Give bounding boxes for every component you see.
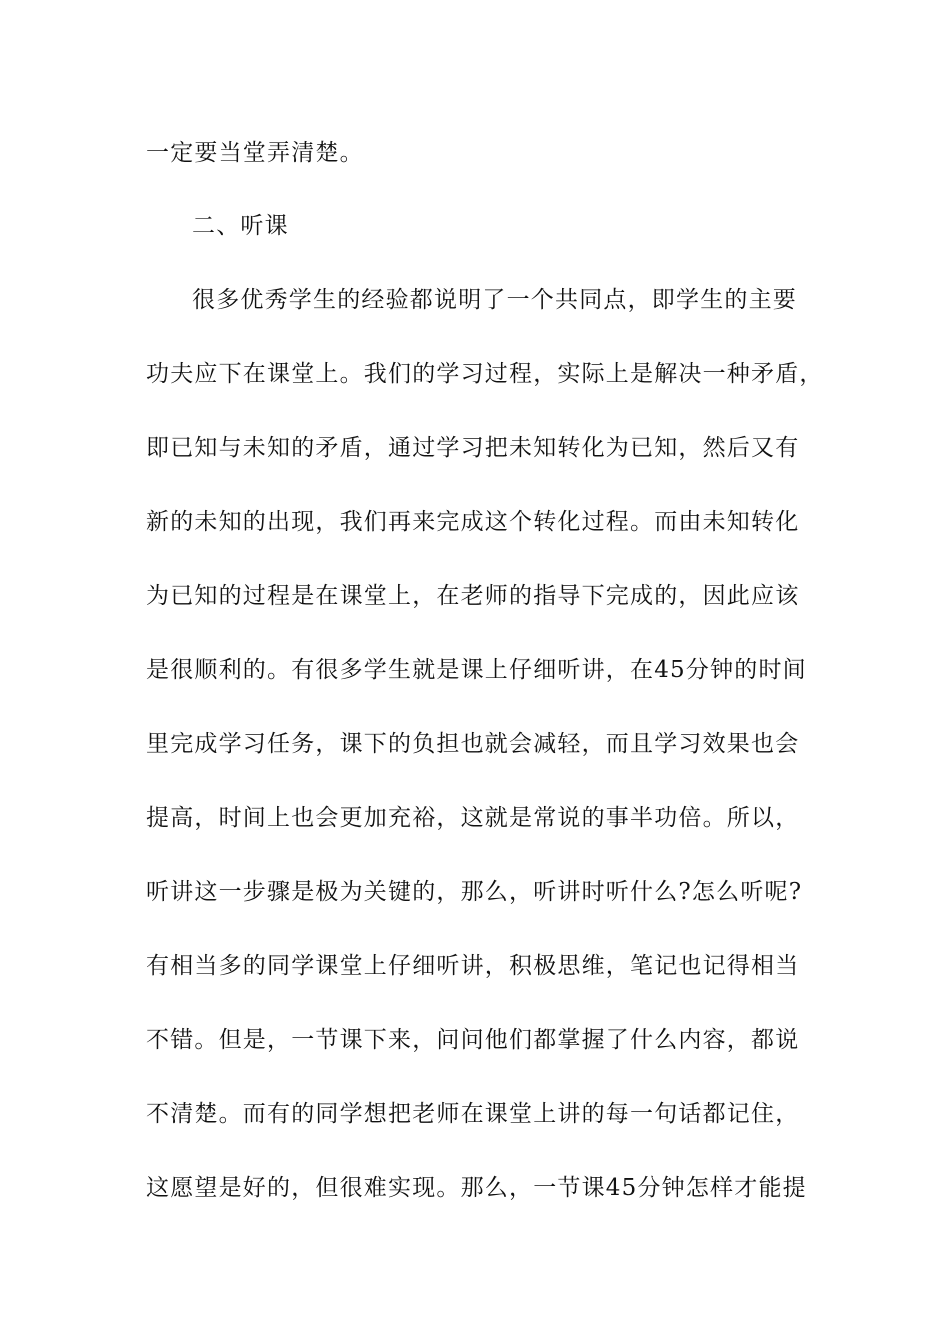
paragraph-line: 这愿望是好的，但很难实现。那么，一节课45分钟怎样才能提 bbox=[146, 1175, 807, 1201]
paragraph-line: 听讲这一步骤是极为关键的，那么，听讲时听什么?怎么听呢? bbox=[146, 879, 803, 905]
paragraph-line: 里完成学习任务，课下的负担也就会减轻，而且学习效果也会 bbox=[146, 731, 800, 757]
paragraph-line: 即已知与未知的矛盾，通过学习把未知转化为已知，然后又有 bbox=[146, 435, 800, 461]
section-heading: 二、听课 bbox=[192, 213, 289, 239]
paragraph-line: 有相当多的同学课堂上仔细听讲，积极思维，笔记也记得相当 bbox=[146, 953, 800, 979]
paragraph-line: 不错。但是，一节课下来，问问他们都掌握了什么内容，都说 bbox=[146, 1027, 800, 1053]
paragraph-line: 很多优秀学生的经验都说明了一个共同点，即学生的主要 bbox=[192, 287, 797, 313]
paragraph-line: 功夫应下在课堂上。我们的学习过程，实际上是解决一种矛盾， bbox=[146, 361, 824, 387]
paragraph-line: 提高，时间上也会更加充裕，这就是常说的事半功倍。所以， bbox=[146, 805, 800, 831]
paragraph-line: 不清楚。而有的同学想把老师在课堂上讲的每一句话都记住， bbox=[146, 1101, 800, 1127]
paragraph-line: 一定要当堂弄清楚。 bbox=[146, 140, 364, 166]
paragraph-line: 为已知的过程是在课堂上，在老师的指导下完成的，因此应该 bbox=[146, 583, 800, 609]
paragraph-line: 是很顺利的。有很多学生就是课上仔细听讲，在45分钟的时间 bbox=[146, 657, 807, 683]
paragraph-line: 新的未知的出现，我们再来完成这个转化过程。而由未知转化 bbox=[146, 509, 800, 535]
